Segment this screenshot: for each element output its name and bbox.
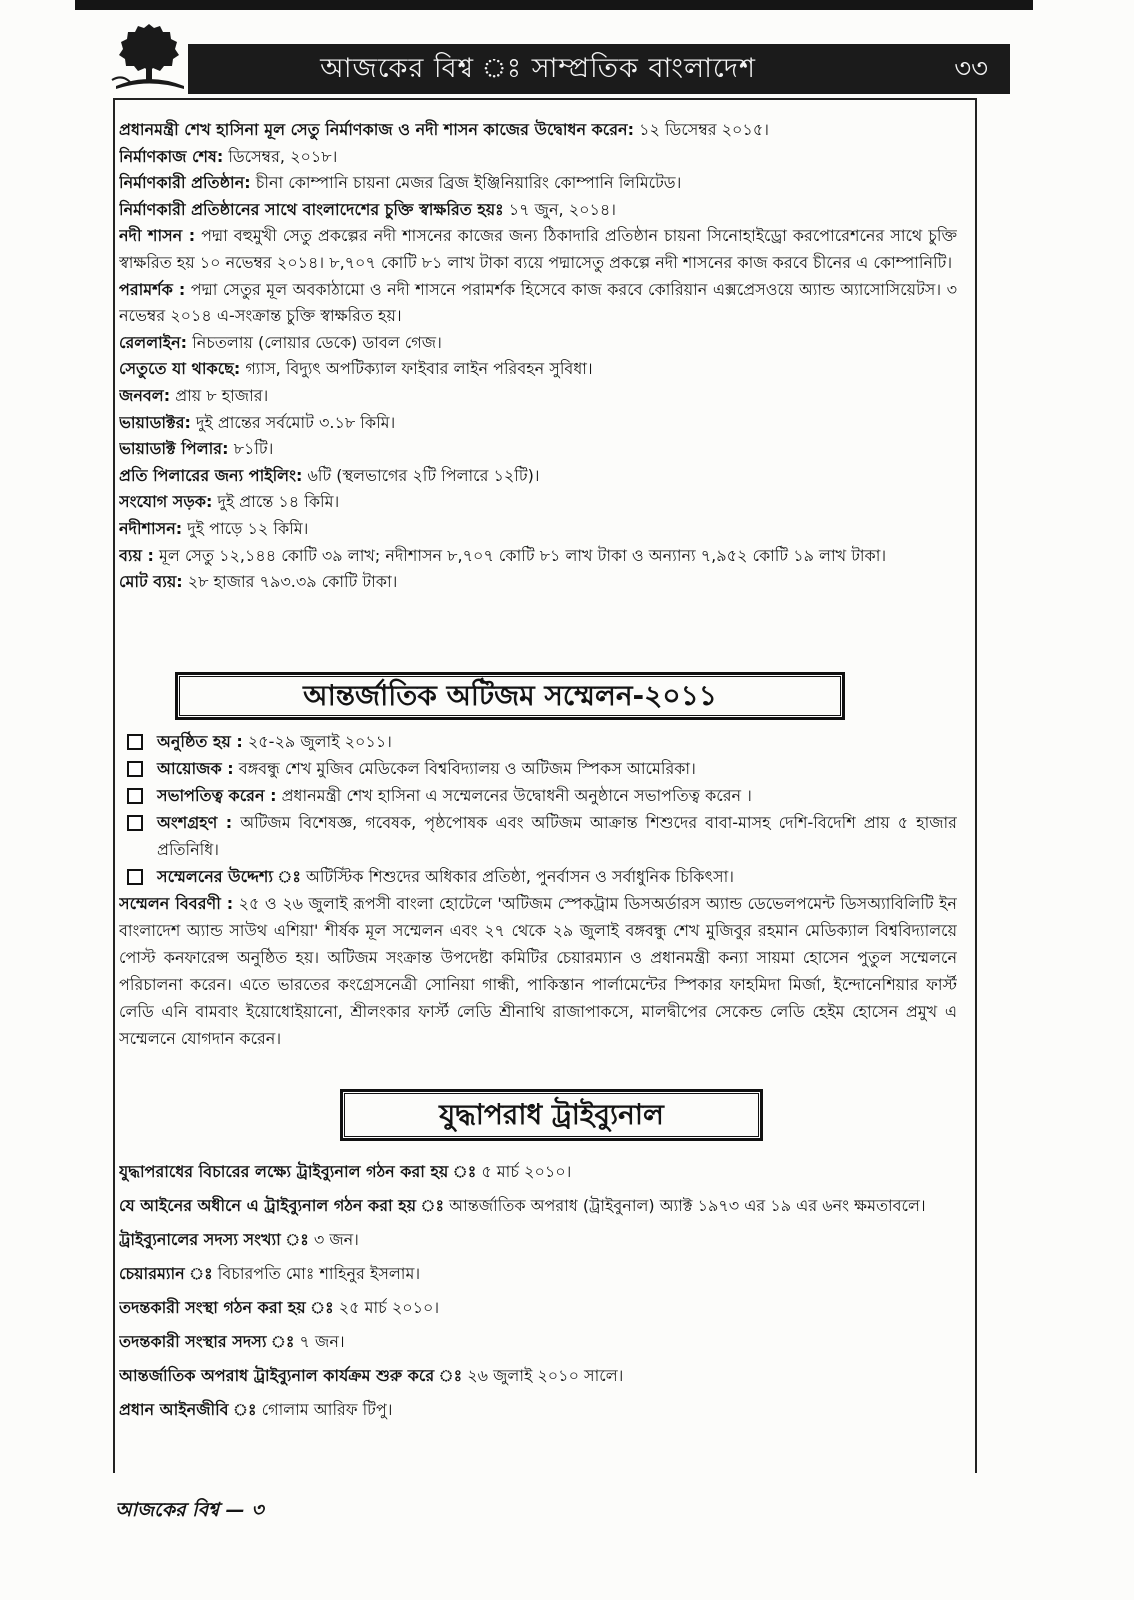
- fact-value: ৭ জন।: [299, 1332, 345, 1351]
- autism-conference-checklist: [123, 728, 957, 892]
- fact-value: ডিসেম্বর, ২০১৮।: [228, 146, 338, 166]
- checkbox-icon: [127, 761, 143, 777]
- fact-item: [119, 569, 957, 596]
- fact-label: ট্রাইব্যুনালের সদস্য সংখ্যা ঃ: [119, 1230, 309, 1249]
- fact-label: সংযোগ সড়ক:: [119, 492, 213, 512]
- checklist-value: অটিজম বিশেষজ্ঞ, গবেষক, পৃষ্ঠপোষক এবং অটিজম আক্রান্ত শিশুদের বাবা-মাসহ দেশি-বিদেশি প্রায় ৫ হাজার প্রতিনিধি।: [157, 813, 957, 859]
- checklist-label: সম্মেলনের উদ্দেশ্য ঃ: [157, 867, 301, 886]
- fact-item: [119, 1223, 957, 1257]
- fact-item: [119, 1189, 957, 1223]
- fact-label: নির্মাণকারী প্রতিষ্ঠান:: [119, 173, 251, 193]
- checklist-value: বঙ্গবন্ধু শেখ মুজিব মেডিকেল বিশ্ববিদ্যালয় ও অটিজম স্পিকস আমেরিকা।: [238, 759, 696, 778]
- fact-value: ৬টি (স্থলভাগের ২টি পিলারে ১২টি)।: [307, 465, 540, 485]
- fact-item: [119, 543, 957, 570]
- fact-value: ৩ জন।: [313, 1230, 359, 1249]
- fact-label: যে আইনের অধীনে এ ট্রাইব্যুনাল গঠন করা হয় ঃ: [119, 1196, 444, 1215]
- fact-label: জনবল:: [119, 385, 171, 405]
- fact-item: [119, 516, 957, 543]
- fact-item: [119, 383, 957, 410]
- checkbox-icon: [127, 815, 143, 831]
- fact-label: ব্যয় :: [119, 545, 154, 565]
- fact-label: রেললাইন:: [119, 332, 188, 352]
- fact-label: ভায়াডাক্ট পিলার:: [119, 439, 229, 459]
- fact-value: পদ্মা সেতুর মূল অবকাঠামো ও নদী শাসনে পরামর্শক হিসেবে কাজ করবে কোরিয়ান এক্সপ্রেসওয়ে অ্যান্ড অ্যাসোসিয়েটস। ৩ নভেম্বর ২০১৪ এ-সংক্রান্ত চুক্তি স্বাক্ষরিত হয়।: [119, 279, 957, 326]
- fact-label: নদীশাসন:: [119, 518, 183, 538]
- running-header: [188, 44, 1010, 94]
- fact-label: আন্তর্জাতিক অপরাধ ট্রাইব্যুনাল কার্যক্রম শুরু করে ঃ: [119, 1366, 463, 1385]
- fact-label: তদন্তকারী সংস্থা গঠন করা হয় ঃ: [119, 1298, 334, 1317]
- fact-item: [119, 463, 957, 490]
- fact-item: [119, 1257, 957, 1291]
- fact-item: [119, 223, 957, 276]
- fact-value: বিচারপতি মোঃ শাহিনুর ইসলাম।: [217, 1264, 421, 1283]
- fact-value: ১২ ডিসেম্বর ২০১৫।: [639, 120, 769, 139]
- checklist-item: [123, 809, 957, 863]
- fact-item: [119, 356, 957, 383]
- summary-text: ২৫ ও ২৬ জুলাই রূপসী বাংলা হোটেলে 'অটিজম স্পেকট্রাম ডিসঅর্ডারস অ্যান্ড ডেভেলপমেন্ট ডিসঅ্যাবিলিটি ইন বাংলাদেশ অ্যান্ড সাউথ এশিয়া' শীর্ষক মূল সম্মেলন এবং ২৭ থেকে ২৯ জুলাই বঙ্গবন্ধু শেখ মুজিবুর রহমান মেডিক্যাল বিশ্ববিদ্যালয়ে পোস্ট কনফারেন্স অনুষ্ঠিত হয়। অটিজম সংক্রান্ত উপদেষ্টা কমিটির চেয়ারম্যান ও প্রধানমন্ত্রী কন্যা সায়মা হোসেন পুতুল সম্মেলনে পরিচালনা করেন। এতে ভারতের কংগ্রেসনেত্রী সোনিয়া গান্ধী, পাকিস্তান পার্লামেন্টের স্পিকার ফাহমিদা মির্জা, ইন্দোনেশিয়ার ফার্স্ট লেডি এনি বামবাং ইয়োধোইয়ানো, শ্রীলংকার ফার্স্ট লেডি শ্রীনাথি রাজাপাকসে, মালদ্বীপের সেকেন্ড লেডি হেইম হোসেন প্রমুখ এ সম্মেলনে যোগদান করেন।: [119, 894, 957, 1048]
- fact-value: দুই প্রান্তে ১৪ কিমি।: [217, 492, 340, 512]
- fact-item: [119, 1393, 957, 1427]
- scan-top-edge: [75, 0, 1033, 10]
- page-number: ৩৩: [954, 54, 988, 84]
- checklist-value: প্রধানমন্ত্রী শেখ হাসিনা এ সম্মেলনের উদ্বোধনী অনুষ্ঠানে সভাপতিত্ব করেন ।: [281, 786, 752, 805]
- fact-value: নিচতলায় (লোয়ার ডেকে) ডাবল গেজ।: [192, 332, 442, 352]
- checklist-item: [123, 782, 957, 809]
- header-title: আজকের বিশ্ব ঃ সাম্প্রতিক বাংলাদেশ: [320, 53, 756, 84]
- fact-value: ২৫ মার্চ ২০১০।: [338, 1298, 440, 1317]
- section-heading-war-crimes-tribunal: যুদ্ধাপরাধ ট্রাইব্যুনাল: [340, 1089, 763, 1141]
- summary-label: সম্মেলন বিবরণী :: [119, 894, 234, 913]
- fact-value: ২৬ জুলাই ২০১০ সালে।: [467, 1366, 624, 1385]
- fact-value: গ্যাস, বিদ্যুৎ অপটিক্যাল ফাইবার লাইন পরিবহন সুবিধা।: [245, 359, 593, 379]
- checklist-value: অটিস্টিক শিশুদের অধিকার প্রতিষ্ঠা, পুনর্বাসন ও সর্বাধুনিক চিকিৎসা।: [306, 867, 734, 886]
- fact-item: [119, 117, 957, 144]
- fact-label: চেয়ারম্যান ঃ: [119, 1264, 213, 1283]
- fact-label: সেতুতে যা থাকছে:: [119, 359, 241, 379]
- fact-item: [119, 436, 957, 463]
- fact-item: [119, 410, 957, 437]
- tribunal-facts: [119, 1155, 957, 1465]
- fact-item: [119, 1325, 957, 1359]
- fact-value: পদ্মা বহুমুখী সেতু প্রকল্পের নদী শাসনের কাজের জন্য ঠিকাদারি প্রতিষ্ঠান চায়না সিনোহাইড্রো করপোরেশনের সাথে চুক্তি স্বাক্ষরিত হয় ১০ নভেম্বর ২০১৪। ৮,৭০৭ কোটি ৮১ লাখ টাকা ব্যয়ে পদ্মাসেতু প্রকল্পে নদী শাসনের কাজ করবে চীনের এ কোম্পানিটি।: [119, 226, 957, 272]
- fact-item: [119, 144, 957, 171]
- fact-label: নদী শাসন :: [119, 226, 196, 246]
- fact-item: [119, 170, 957, 197]
- fact-label: তদন্তকারী সংস্থার সদস্য ঃ: [119, 1332, 295, 1351]
- checklist-item: [123, 863, 957, 890]
- fact-value: মূল সেতু ১২,১৪৪ কোটি ৩৯ লাখ; নদীশাসন ৮,৭০৭ কোটি ৮১ লাখ টাকা ও অন্যান্য ৭,৯৫২ কোটি ১৯ লাখ টাকা।: [159, 545, 887, 565]
- checkbox-icon: [127, 788, 143, 804]
- fact-value: আন্তর্জাতিক অপরাধ (ট্রাইবুনাল) অ্যাক্ট ১৯৭৩ এর ১৯ এর ৬নং ক্ষমতাবলে।: [449, 1196, 926, 1215]
- padma-bridge-facts: [119, 117, 957, 657]
- fact-item: [119, 489, 957, 516]
- fact-label: প্রধানমন্ত্রী শেখ হাসিনা মূল সেতু নির্মাণকাজ ও নদী শাসন কাজের উদ্বোধন করেন:: [119, 120, 634, 139]
- fact-value: ৫ মার্চ ২০১০।: [481, 1162, 572, 1181]
- page-footer: আজকের বিশ্ব — ৩: [115, 1499, 264, 1521]
- fact-label: যুদ্ধাপরাধের বিচারের লক্ষ্যে ট্রাইব্যুনাল গঠন করা হয় ঃ: [119, 1162, 477, 1181]
- fact-item: [119, 1359, 957, 1393]
- checkbox-icon: [127, 869, 143, 885]
- checklist-label: সভাপতিত্ব করেন :: [157, 786, 277, 805]
- fact-item: [119, 197, 957, 224]
- fact-label: প্রতি পিলারের জন্য পাইলিং:: [119, 465, 303, 485]
- fact-label: ভায়াডাক্টর:: [119, 412, 191, 432]
- fact-value: দুই পাড়ে ১২ কিমি।: [187, 518, 309, 538]
- fact-value: ১৭ জুন, ২০১৪।: [508, 199, 616, 219]
- fact-value: ৮১টি।: [233, 439, 274, 459]
- checklist-label: অংশগ্রহণ :: [157, 813, 233, 832]
- checklist-item: [123, 755, 957, 782]
- checklist-item: [123, 728, 957, 755]
- fact-item: [119, 277, 957, 330]
- tree-emblem-icon: [108, 20, 190, 92]
- fact-item: [119, 1291, 957, 1325]
- checklist-label: অনুষ্ঠিত হয় :: [157, 732, 243, 751]
- fact-label: পরামর্শক :: [119, 279, 186, 299]
- fact-item: [119, 330, 957, 357]
- fact-item: [119, 1155, 957, 1189]
- fact-value: চীনা কোম্পানি চায়না মেজর ব্রিজ ইঞ্জিনিয়ারিং কোম্পানি লিমিটেড।: [255, 173, 682, 193]
- conference-summary: [119, 890, 957, 1082]
- checkbox-icon: [127, 734, 143, 750]
- checklist-label: আয়োজক :: [157, 759, 234, 778]
- fact-value: প্রায় ৮ হাজার।: [175, 385, 269, 405]
- fact-value: গোলাম আরিফ টিপু।: [261, 1400, 393, 1419]
- fact-label: নির্মাণকাজ শেষ:: [119, 146, 224, 166]
- fact-value: দুই প্রান্তের সর্বমোট ৩.১৮ কিমি।: [196, 412, 396, 432]
- fact-label: মোট ব্যয়:: [119, 572, 183, 592]
- checklist-value: ২৫-২৯ জুলাই ২০১১।: [247, 732, 392, 751]
- fact-label: প্রধান আইনজীবি ঃ: [119, 1400, 257, 1419]
- section-heading-autism-conference: আন্তর্জাতিক অটিজম সম্মেলন-২০১১: [175, 672, 845, 720]
- fact-label: নির্মাণকারী প্রতিষ্ঠানের সাথে বাংলাদেশের চুক্তি স্বাক্ষরিত হয়ঃ: [119, 199, 504, 219]
- fact-value: ২৮ হাজার ৭৯৩.৩৯ কোটি টাকা।: [187, 572, 398, 592]
